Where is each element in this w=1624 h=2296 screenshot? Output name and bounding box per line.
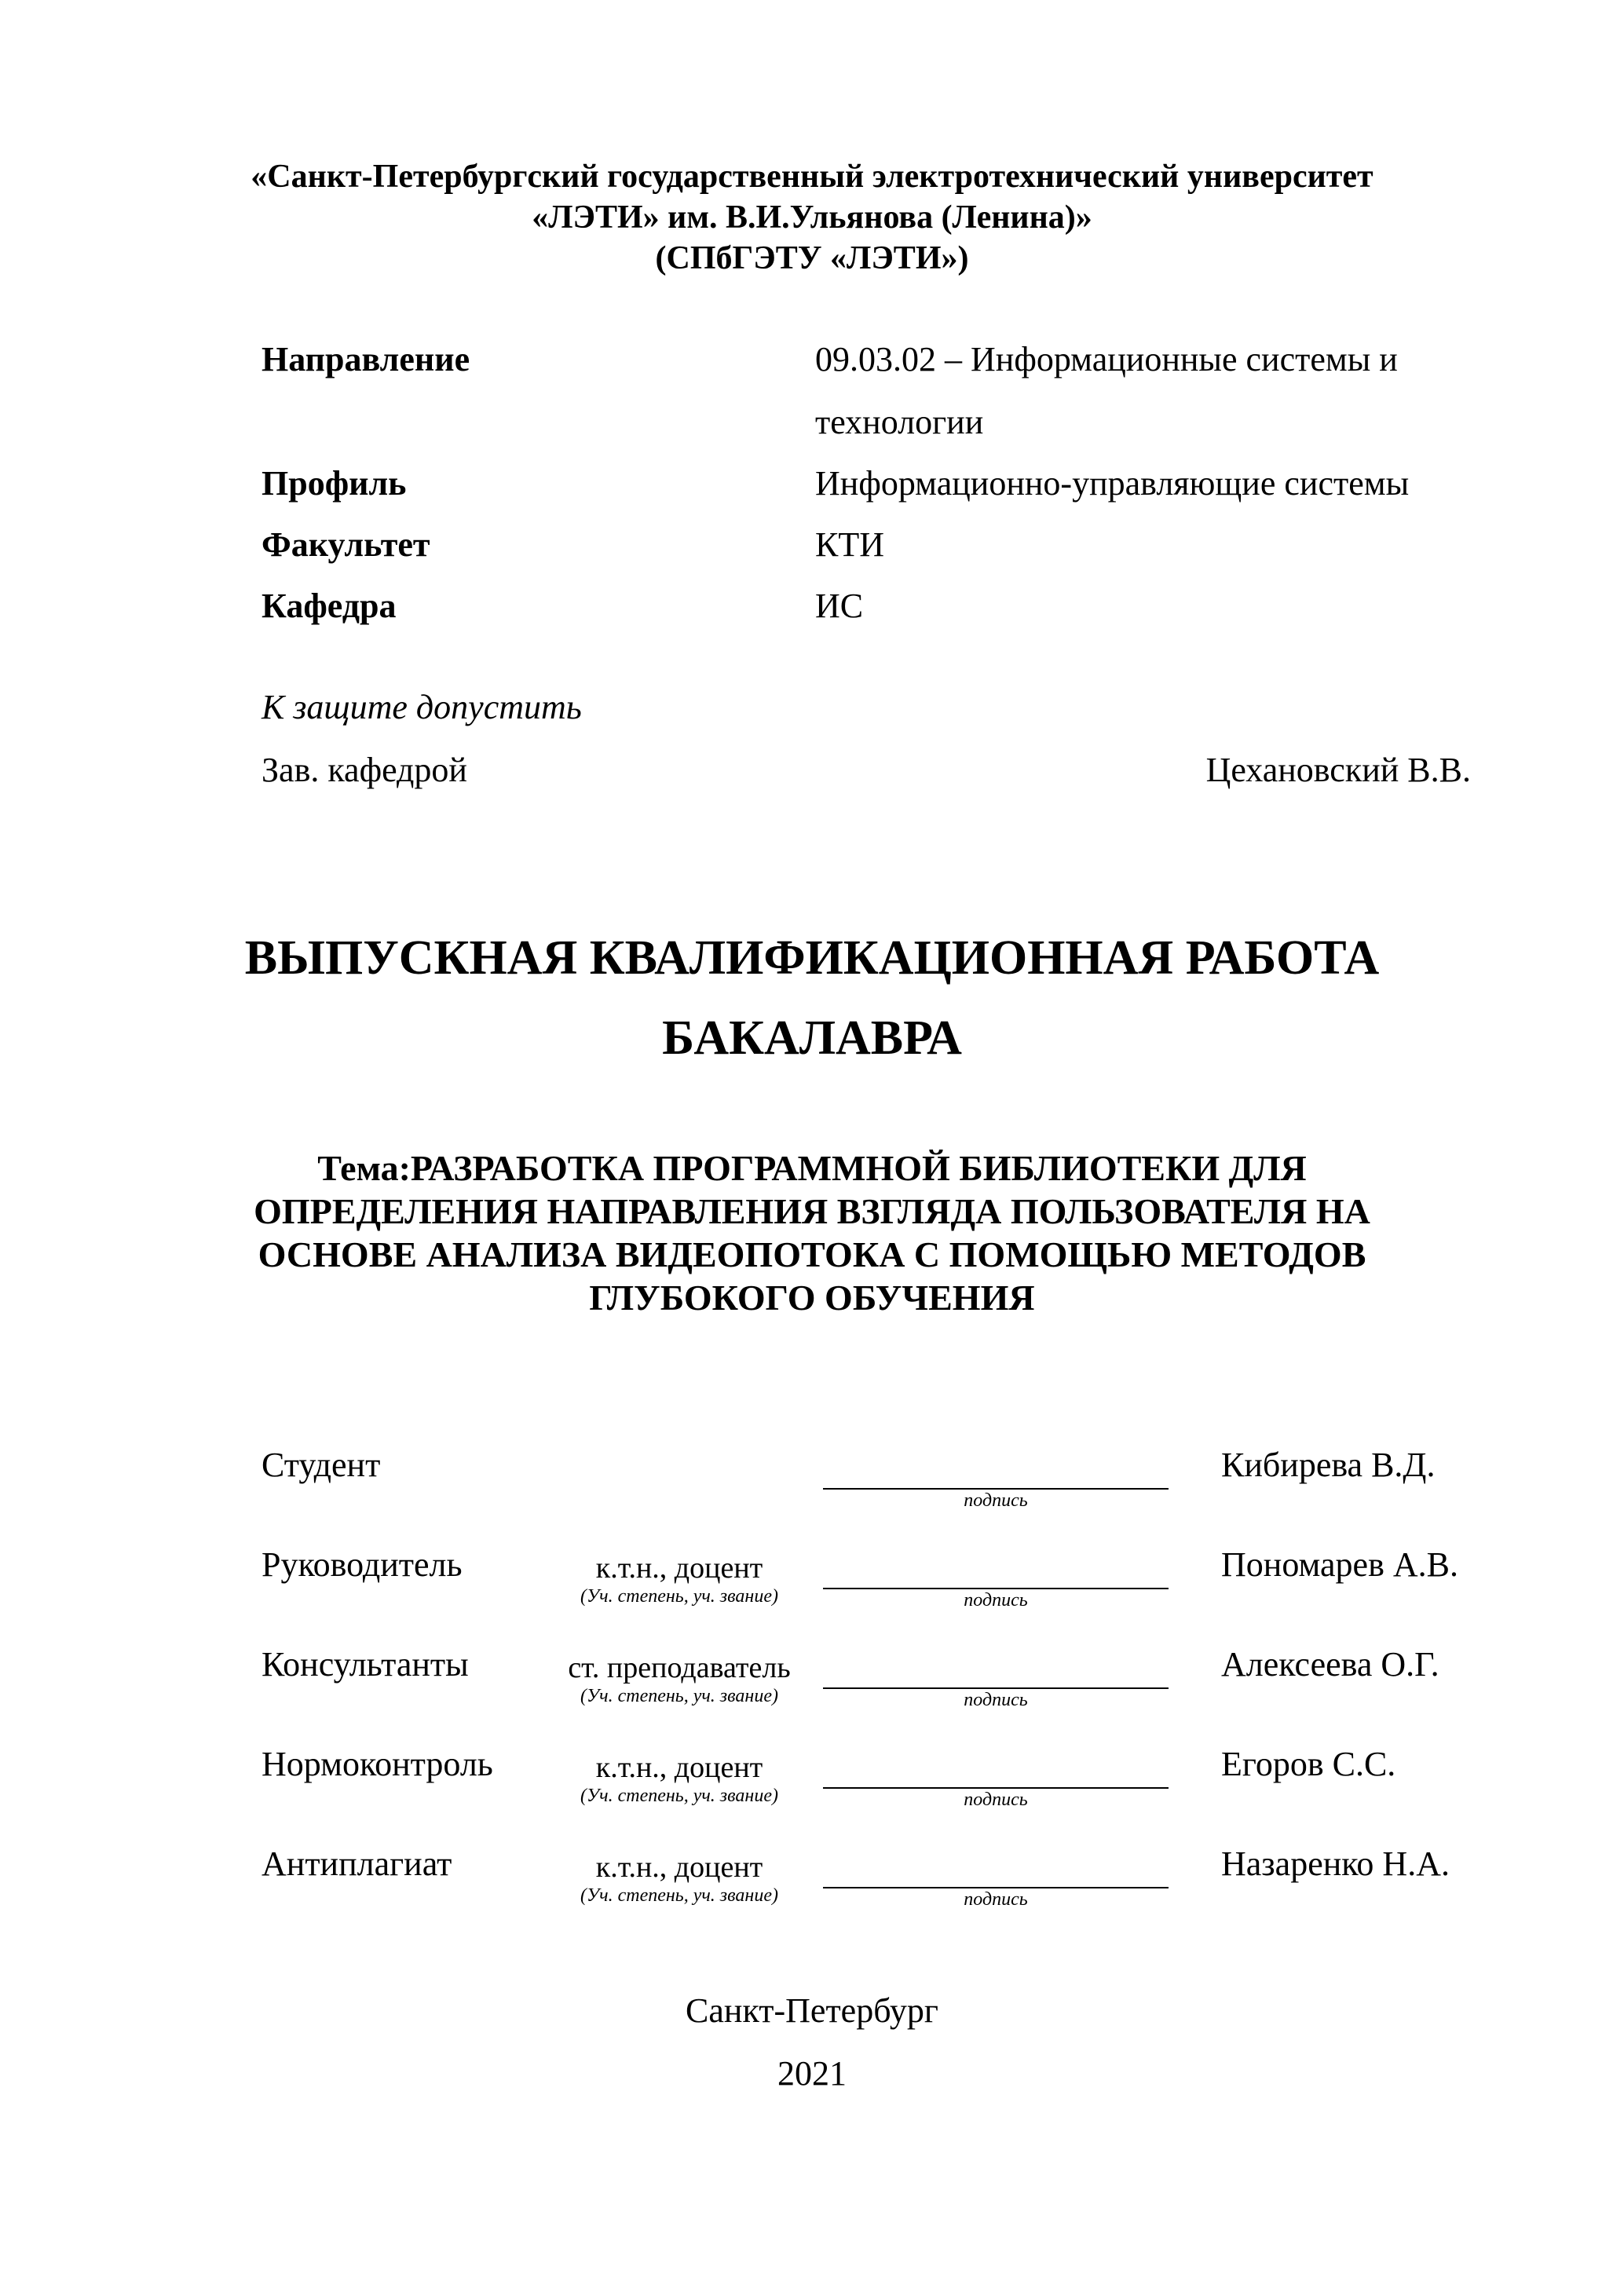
signature-role-supervisor: Руководитель	[262, 1545, 463, 1584]
university-name-line-1: «Санкт-Петербургский государственный электротехнический университет	[251, 159, 1373, 195]
academic-degree: к.т.н., доцент	[595, 1851, 763, 1884]
direction-label: Направление	[262, 340, 470, 378]
signature-role-student: Студент	[262, 1446, 381, 1484]
university-abbreviation: (СПбГЭТУ «ЛЭТИ»)	[655, 240, 969, 276]
signature-caption: подпись	[964, 1790, 1028, 1810]
signature-role-antiplagiarism: Антиплагиат	[262, 1844, 452, 1883]
signature-line	[823, 1488, 1169, 1490]
signature-person-norm-control: Егоров С.С.	[1221, 1745, 1396, 1783]
faculty-label: Факультет	[262, 525, 430, 564]
direction-value-line-1: 09.03.02 – Информационные системы и	[815, 340, 1398, 378]
topic-line-2: ОПРЕДЕЛЕНИЯ НАПРАВЛЕНИЯ ВЗГЛЯДА ПОЛЬЗОВАТЕЛЯ НА	[254, 1191, 1370, 1231]
topic-line-3: ОСНОВЕ АНАЛИЗА ВИДЕОПОТОКА С ПОМОЩЬЮ МЕТОДОВ	[258, 1234, 1366, 1274]
academic-degree-caption: (Уч. степень, уч. звание)	[580, 1786, 778, 1806]
signature-caption: подпись	[964, 1490, 1028, 1511]
profile-label: Профиль	[262, 464, 407, 503]
signature-line	[823, 1787, 1169, 1789]
signature-line	[823, 1588, 1169, 1589]
faculty-value: КТИ	[815, 525, 884, 564]
academic-degree: ст. преподаватель	[568, 1651, 791, 1684]
academic-degree: к.т.н., доцент	[595, 1751, 763, 1784]
footer-year: 2021	[777, 2054, 847, 2093]
signature-role-norm-control: Нормоконтроль	[262, 1745, 493, 1783]
direction-value-line-2: технологии	[815, 403, 984, 441]
signature-caption: подпись	[964, 1590, 1028, 1610]
signature-person-student: Кибирева В.Д.	[1221, 1446, 1436, 1484]
university-name-line-2: «ЛЭТИ» им. В.И.Ульянова (Ленина)»	[532, 199, 1092, 236]
admission-title: К защите допустить	[262, 688, 582, 726]
academic-degree-caption: (Уч. степень, уч. звание)	[580, 1885, 778, 1906]
academic-degree: к.т.н., доцент	[595, 1552, 763, 1585]
topic-line-4: ГЛУБОКОГО ОБУЧЕНИЯ	[589, 1278, 1035, 1318]
signature-line	[823, 1887, 1169, 1888]
head-of-department-name: Цехановский В.В.	[1205, 751, 1471, 789]
document-title-line-2: БАКАЛАВРА	[662, 1011, 962, 1065]
signature-caption: подпись	[964, 1690, 1028, 1710]
signature-line	[823, 1687, 1169, 1689]
signature-role-consultants: Консультанты	[262, 1645, 469, 1684]
department-label: Кафедра	[262, 587, 397, 625]
academic-degree-caption: (Уч. степень, уч. звание)	[580, 1686, 778, 1706]
profile-value: Информационно-управляющие системы	[815, 464, 1410, 503]
signature-person-consultants: Алексеева О.Г.	[1221, 1645, 1439, 1684]
signature-person-antiplagiarism: Назаренко Н.А.	[1221, 1844, 1450, 1883]
signature-caption: подпись	[964, 1889, 1028, 1910]
footer-city: Санкт-Петербург	[686, 1991, 938, 2030]
signature-person-supervisor: Пономарев А.В.	[1221, 1545, 1458, 1584]
department-value: ИС	[815, 587, 864, 625]
document-title-line-1: ВЫПУСКНАЯ КВАЛИФИКАЦИОННАЯ РАБОТА	[244, 931, 1380, 985]
head-of-department-label: Зав. кафедрой	[262, 751, 467, 789]
topic-line-1: Тема:РАЗРАБОТКА ПРОГРАММНОЙ БИБЛИОТЕКИ ДЛЯ	[317, 1148, 1307, 1188]
academic-degree-caption: (Уч. степень, уч. звание)	[580, 1586, 778, 1607]
